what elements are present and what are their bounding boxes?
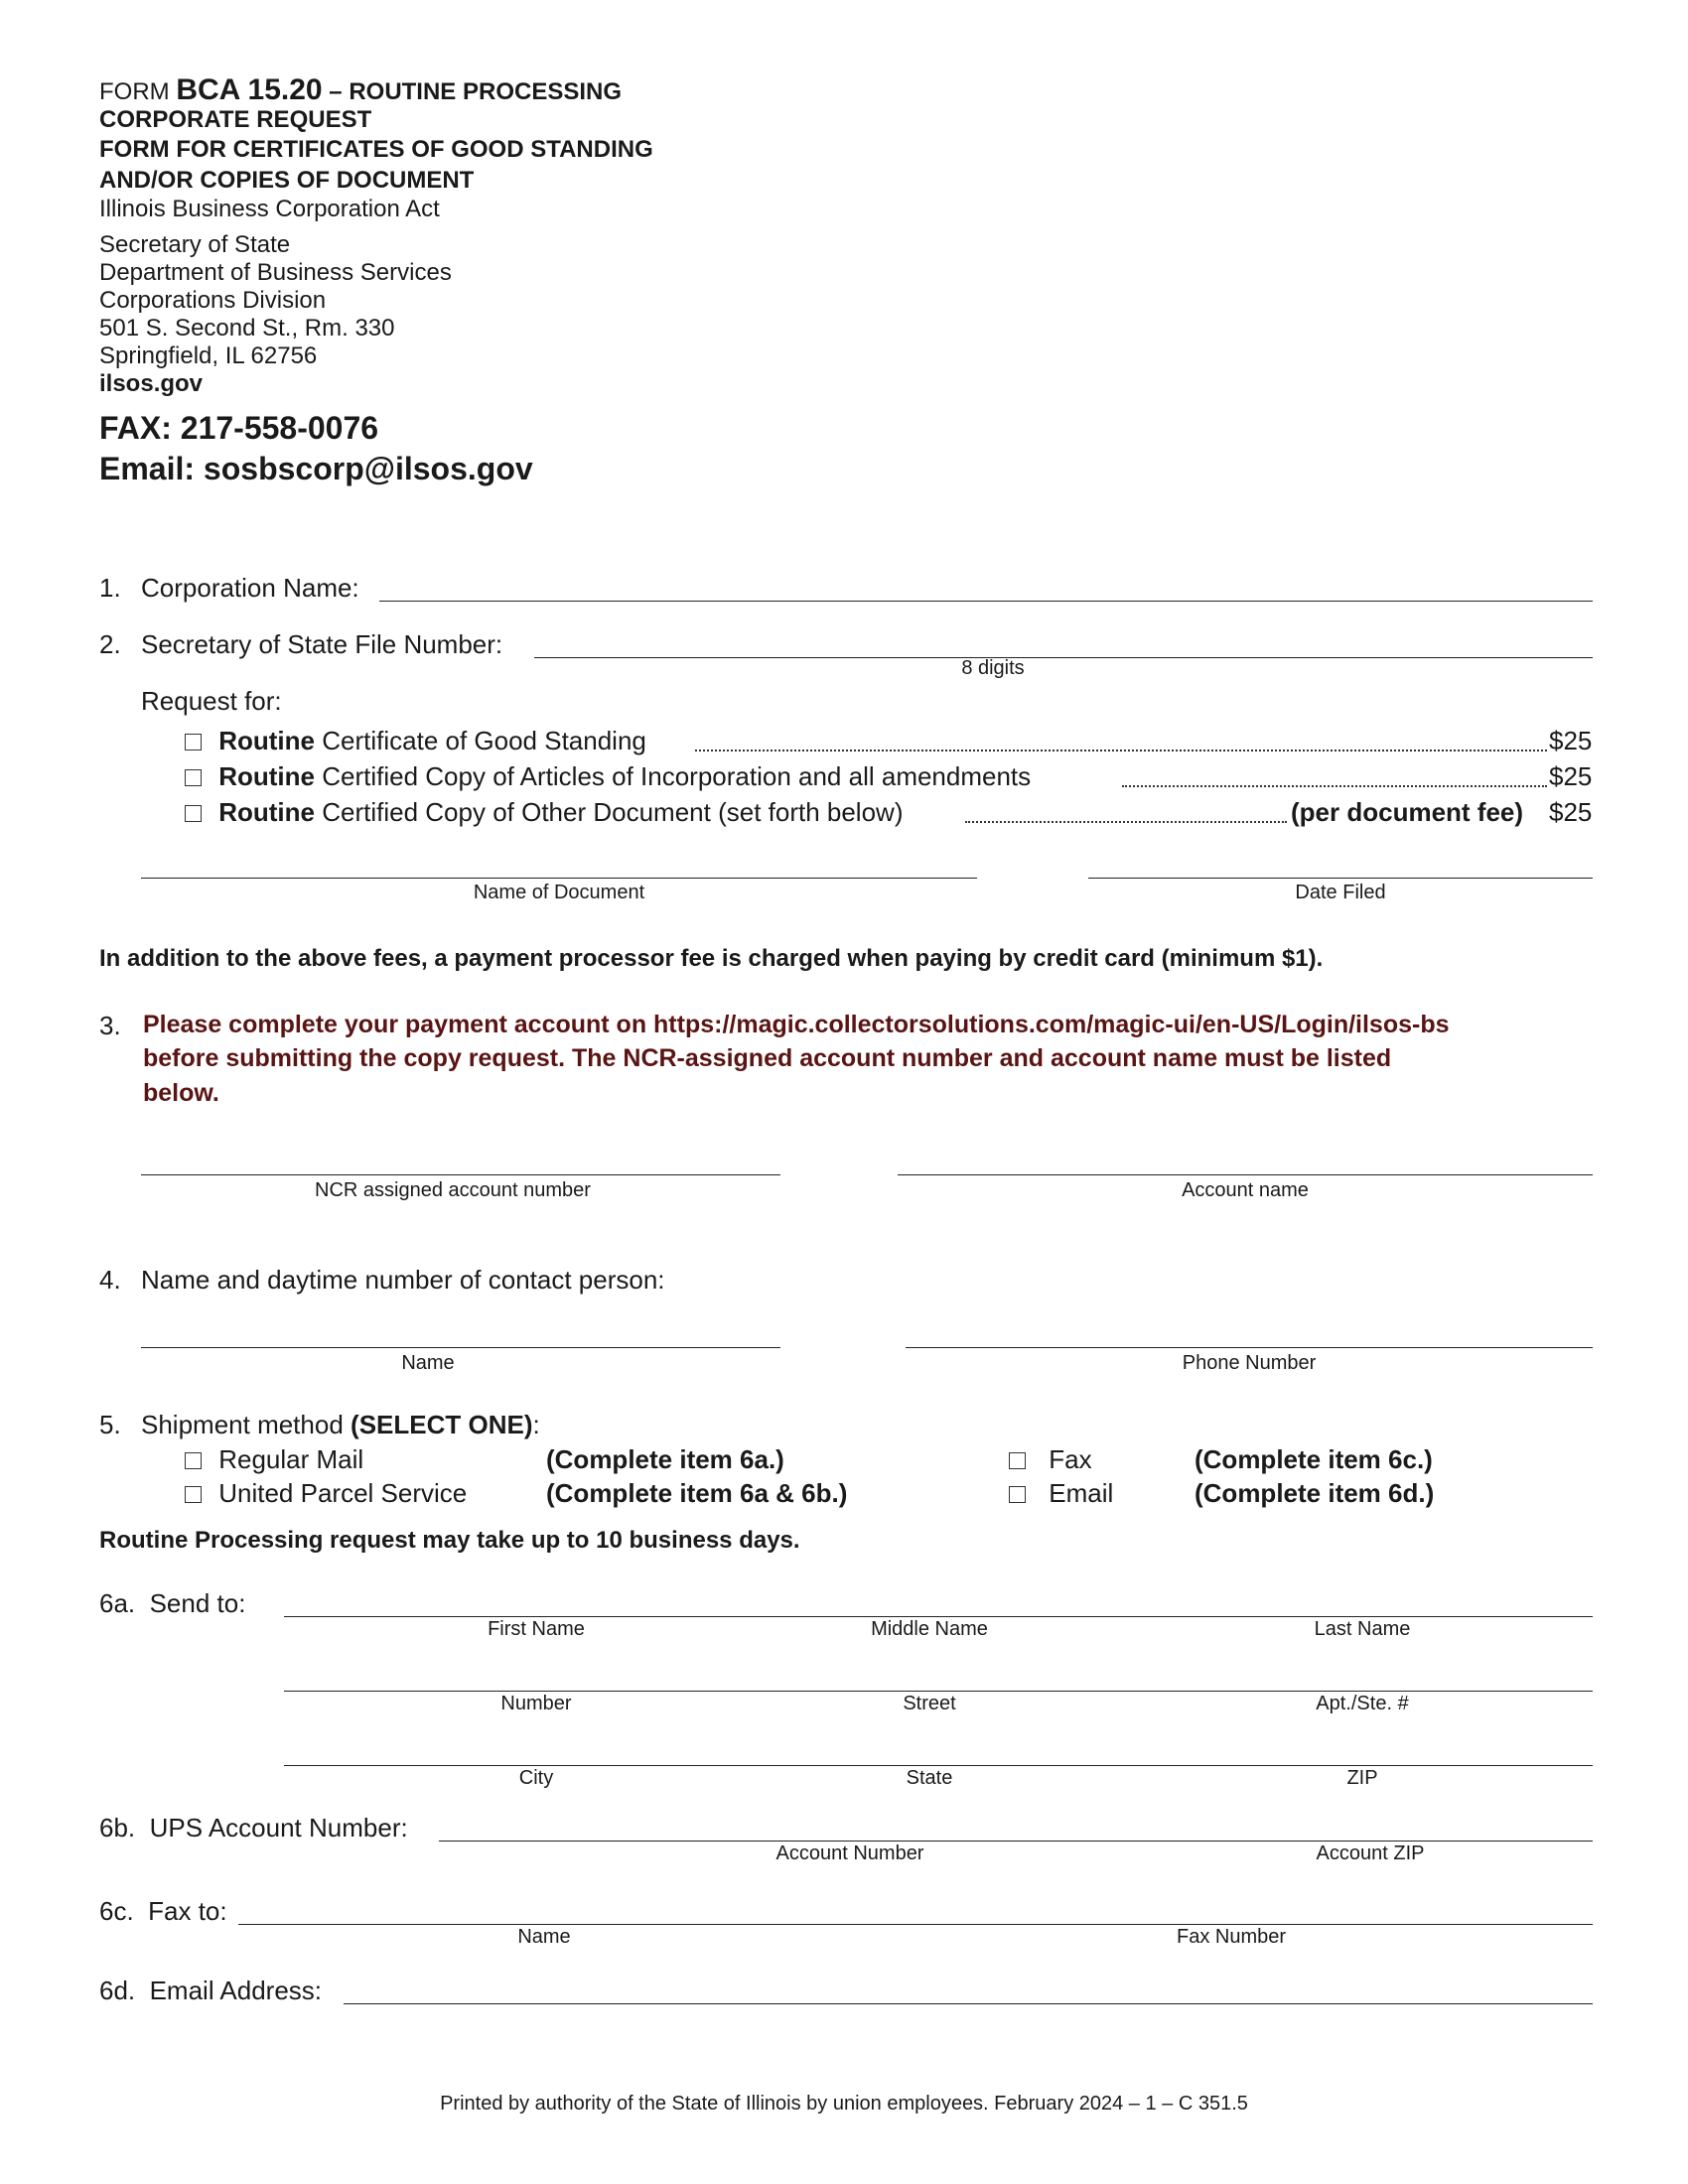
option-good-standing: Routine Certificate of Good Standing bbox=[185, 726, 646, 756]
fax-to-label: 6c. Fax to: bbox=[99, 1896, 227, 1926]
address-line-4: 501 S. Second St., Rm. 330 bbox=[99, 315, 395, 341]
email-note: (Complete item 6d.) bbox=[1195, 1478, 1435, 1508]
account-name-field[interactable] bbox=[898, 1174, 1593, 1175]
leader-dots bbox=[695, 750, 1547, 751]
ncr-account-number-field[interactable] bbox=[141, 1174, 780, 1175]
address-line-1: Secretary of State bbox=[99, 231, 291, 258]
first-name-caption: First Name bbox=[488, 1618, 585, 1640]
email-address-field[interactable] bbox=[344, 2003, 1593, 2004]
fax-number-caption: Fax Number bbox=[1176, 1926, 1287, 1948]
form-title-line-2: CORPORATE REQUEST bbox=[99, 106, 372, 133]
form-code: BCA 15.20 bbox=[176, 73, 323, 106]
processor-fee-notice: In addition to the above fees, a payment processor fee is charged when paying by credit card (minimum $1). bbox=[99, 945, 1324, 972]
fax-to-field[interactable] bbox=[238, 1924, 1593, 1925]
date-filed-caption: Date Filed bbox=[1295, 882, 1386, 903]
fax-checkbox[interactable] bbox=[1009, 1452, 1026, 1469]
method-fax: Fax bbox=[1009, 1444, 1092, 1475]
footer-note: Printed by authority of the State of Illinois by union employees. February 2024 – 1 – C 351.5 bbox=[440, 2093, 1248, 2115]
payment-instruction-line-2: before submitting the copy request. The NCR-assigned account number and account name must be listed bbox=[143, 1044, 1392, 1072]
item-1-number: 1. bbox=[99, 573, 121, 603]
other-document-fee: $25 bbox=[1549, 797, 1593, 827]
regular-mail-checkbox[interactable] bbox=[185, 1452, 202, 1469]
leader-dots bbox=[1122, 785, 1547, 787]
corporation-name-label: Corporation Name: bbox=[141, 573, 359, 603]
processing-time-note: Routine Processing request may take up to 10 business days. bbox=[99, 1527, 800, 1554]
other-document-checkbox[interactable] bbox=[185, 805, 202, 822]
form-title-line-3: FORM FOR CERTIFICATES OF GOOD STANDING bbox=[99, 136, 653, 163]
zip-caption: ZIP bbox=[1346, 1767, 1378, 1789]
fax-note: (Complete item 6c.) bbox=[1195, 1444, 1433, 1474]
fax-name-caption: Name bbox=[517, 1926, 571, 1948]
good-standing-fee: $25 bbox=[1549, 726, 1593, 755]
contact-name-field[interactable] bbox=[141, 1347, 780, 1348]
ups-account-label: 6b. UPS Account Number: bbox=[99, 1813, 408, 1843]
option-other-document: Routine Certified Copy of Other Document (set forth below) bbox=[185, 797, 903, 828]
account-zip-caption: Account ZIP bbox=[1316, 1843, 1425, 1864]
payment-instruction-line-3: below. bbox=[143, 1079, 219, 1107]
shipment-method-label: Shipment method (SELECT ONE): bbox=[141, 1410, 540, 1439]
document-name-field[interactable] bbox=[141, 878, 977, 879]
send-to-name-field[interactable] bbox=[284, 1616, 1593, 1617]
articles-copy-checkbox[interactable] bbox=[185, 769, 202, 786]
item-2-number: 2. bbox=[99, 629, 121, 659]
contact-person-label: Name and daytime number of contact person: bbox=[141, 1265, 665, 1295]
request-for-label: Request for: bbox=[141, 686, 282, 716]
ncr-account-number-caption: NCR assigned account number bbox=[315, 1179, 591, 1201]
good-standing-checkbox[interactable] bbox=[185, 734, 202, 751]
regular-mail-note: (Complete item 6a.) bbox=[546, 1444, 784, 1474]
state-caption: State bbox=[906, 1767, 953, 1789]
ups-checkbox[interactable] bbox=[185, 1486, 202, 1503]
email-checkbox[interactable] bbox=[1009, 1486, 1026, 1503]
number-caption: Number bbox=[500, 1693, 572, 1714]
act-name: Illinois Business Corporation Act bbox=[99, 196, 440, 222]
city-caption: City bbox=[518, 1767, 554, 1789]
account-name-caption: Account name bbox=[1182, 1179, 1309, 1201]
last-name-caption: Last Name bbox=[1314, 1618, 1411, 1640]
method-regular-mail: Regular Mail bbox=[185, 1444, 363, 1475]
address-line-5: Springfield, IL 62756 bbox=[99, 342, 318, 369]
website: ilsos.gov bbox=[99, 370, 204, 397]
address-line-3: Corporations Division bbox=[99, 287, 327, 314]
articles-copy-fee: $25 bbox=[1549, 761, 1593, 791]
leader-dots bbox=[965, 821, 1287, 823]
form-id: FORM BCA 15.20 – ROUTINE PROCESSING bbox=[99, 73, 623, 106]
phone-number-field[interactable] bbox=[906, 1347, 1593, 1348]
per-document-fee-note: (per document fee) bbox=[1291, 797, 1524, 827]
address-line-2: Department of Business Services bbox=[99, 259, 452, 286]
apt-caption: Apt./Ste. # bbox=[1316, 1693, 1409, 1714]
send-to-label: 6a. Send to: bbox=[99, 1588, 246, 1618]
phone-number-caption: Phone Number bbox=[1182, 1352, 1317, 1374]
fax-number: FAX: 217-558-0076 bbox=[99, 410, 379, 446]
payment-instruction-line-1: Please complete your payment account on https://magic.collectorsolutions.com/magic-ui/en-US/Login/ilsos-bs bbox=[143, 1011, 1450, 1038]
file-number-hint: 8 digits bbox=[961, 657, 1025, 679]
ups-note: (Complete item 6a & 6b.) bbox=[546, 1478, 848, 1508]
email-address-label: 6d. Email Address: bbox=[99, 1976, 322, 2005]
send-to-street-field[interactable] bbox=[284, 1691, 1593, 1692]
contact-name-caption: Name bbox=[401, 1352, 455, 1374]
email-address: Email: sosbscorp@ilsos.gov bbox=[99, 451, 533, 486]
file-number-label: Secretary of State File Number: bbox=[141, 629, 503, 659]
street-caption: Street bbox=[903, 1693, 956, 1714]
method-ups: United Parcel Service bbox=[185, 1478, 467, 1509]
send-to-city-field[interactable] bbox=[284, 1765, 1593, 1766]
ups-account-field[interactable] bbox=[439, 1841, 1593, 1842]
item-4-number: 4. bbox=[99, 1265, 121, 1295]
middle-name-caption: Middle Name bbox=[871, 1618, 988, 1640]
method-email: Email bbox=[1009, 1478, 1113, 1509]
item-3-number: 3. bbox=[99, 1011, 121, 1040]
item-5-number: 5. bbox=[99, 1410, 121, 1439]
date-filed-field[interactable] bbox=[1088, 878, 1593, 879]
corporation-name-field[interactable] bbox=[379, 601, 1593, 602]
account-number-caption: Account Number bbox=[775, 1843, 924, 1864]
option-articles-copy: Routine Certified Copy of Articles of Incorporation and all amendments bbox=[185, 761, 1031, 792]
form-title-line-4: AND/OR COPIES OF DOCUMENT bbox=[99, 167, 475, 194]
document-name-caption: Name of Document bbox=[473, 882, 645, 903]
